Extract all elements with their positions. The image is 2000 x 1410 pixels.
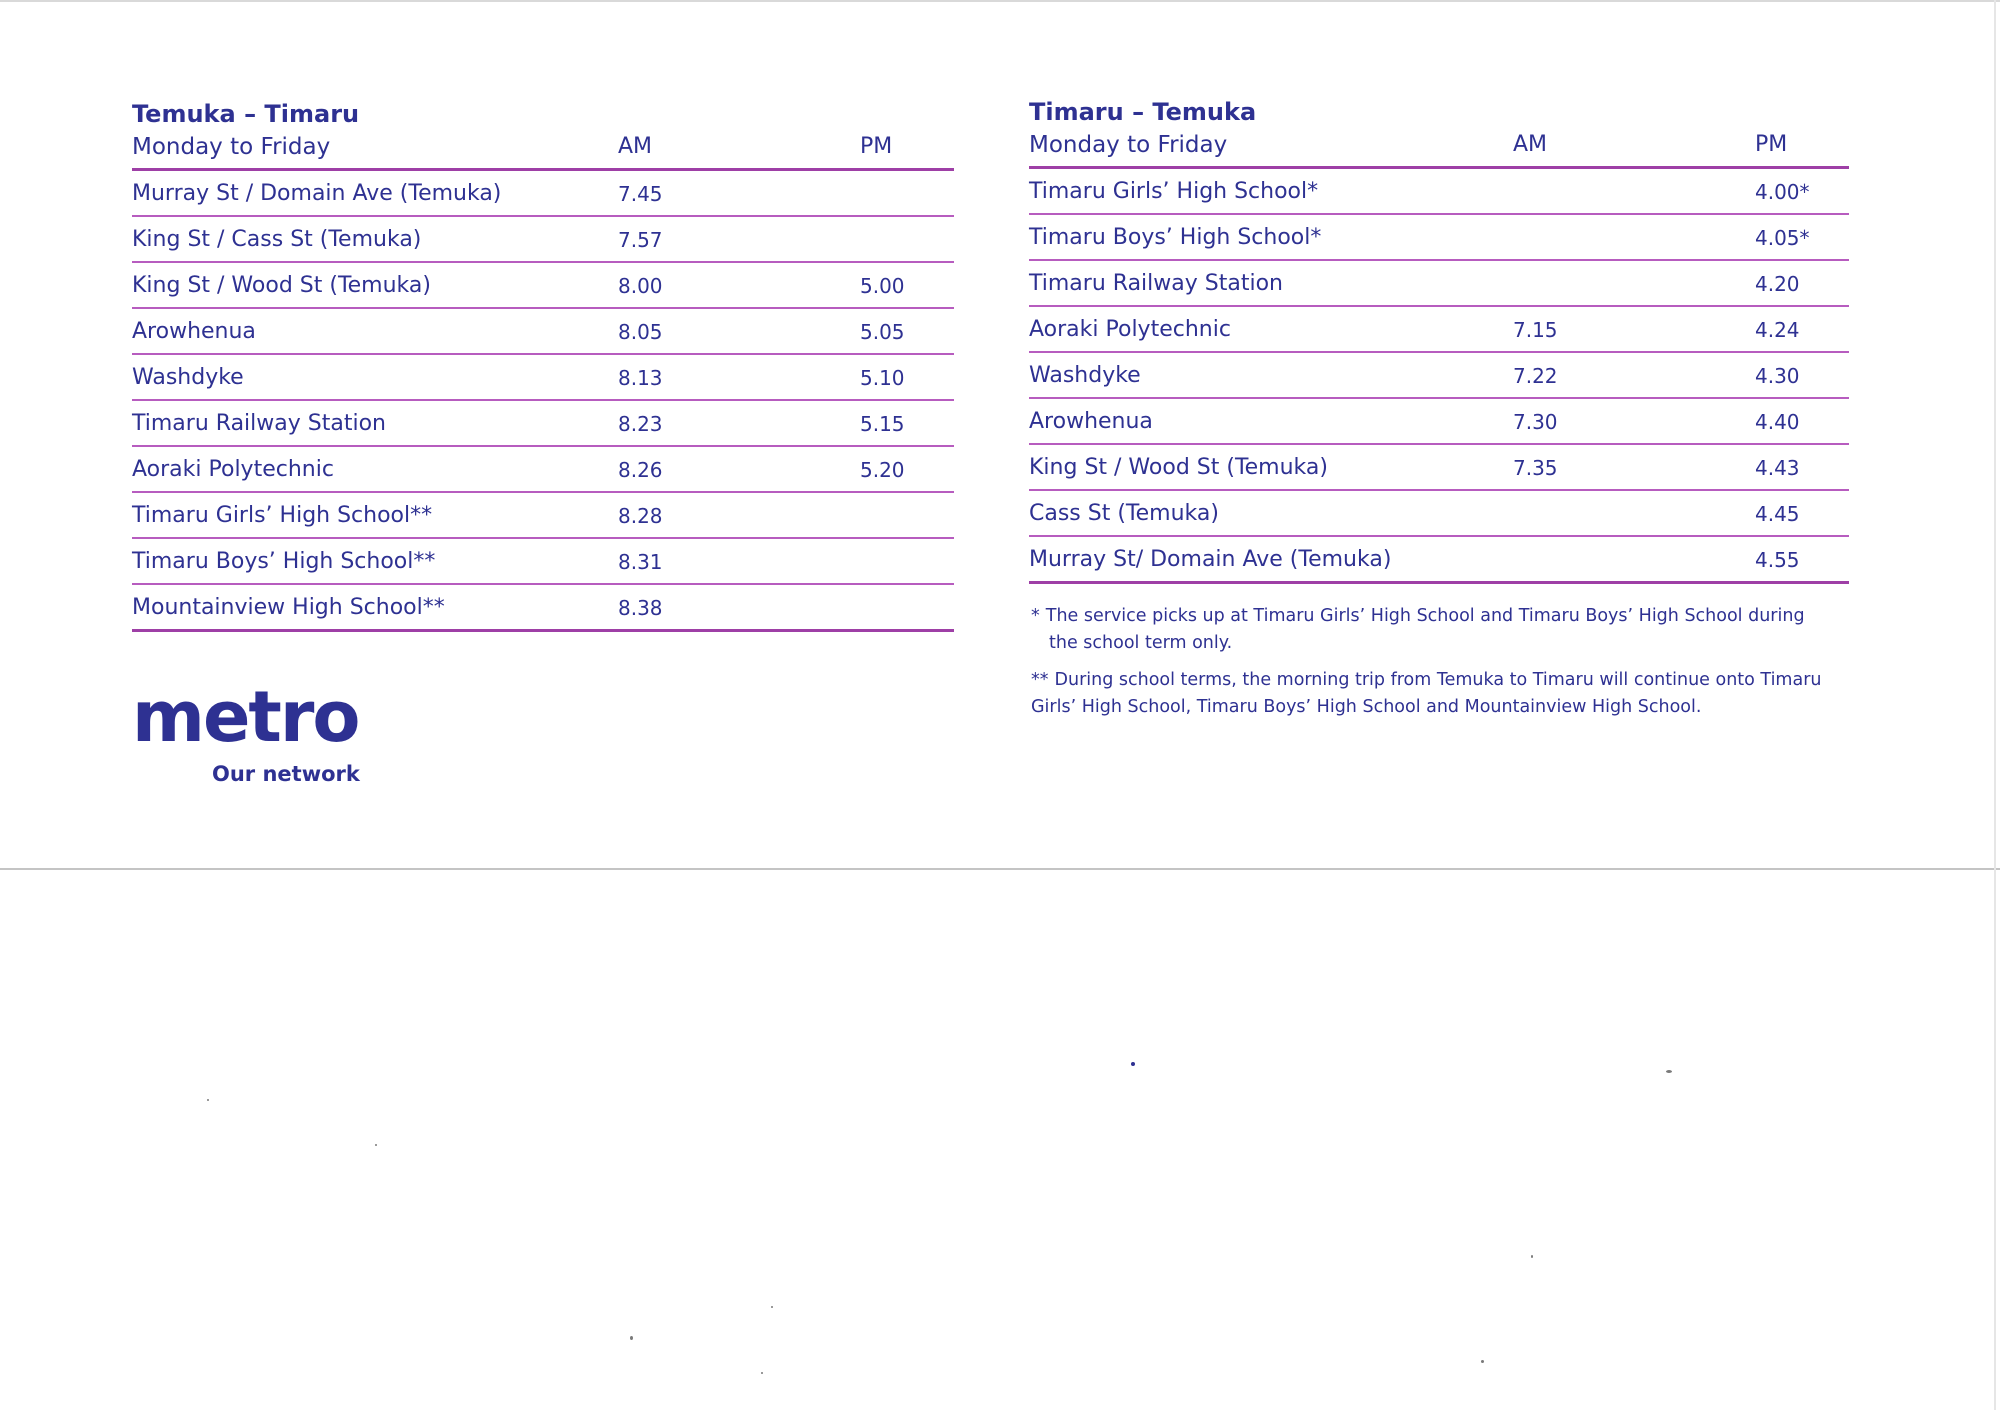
stop-name: Washdyke (1029, 363, 1141, 388)
am-time: 8.00 (618, 274, 663, 298)
stop-name: Timaru Girls’ High School* (1029, 179, 1319, 204)
page-fold-line (0, 868, 2000, 870)
scan-speck (375, 1144, 377, 1146)
table-row (1029, 169, 1849, 215)
timetable-rows (1029, 169, 1849, 584)
scan-speck (1666, 1070, 1672, 1073)
table-row (1029, 537, 1849, 584)
timetable-rows (132, 171, 954, 632)
am-time: 7.22 (1513, 364, 1558, 388)
stop-name: Cass St (Temuka) (1029, 501, 1219, 526)
stop-name: Timaru Girls’ High School** (132, 503, 433, 528)
am-time: 7.45 (618, 182, 663, 206)
timetable-header (1029, 98, 1849, 166)
timetable-days: Monday to Friday (1029, 132, 1228, 158)
stop-name: Murray St/ Domain Ave (Temuka) (1029, 547, 1392, 572)
pm-time: 4.30 (1755, 364, 1800, 388)
table-row (132, 539, 954, 585)
am-time: 7.15 (1513, 318, 1558, 342)
am-column-label: AM (618, 134, 653, 159)
table-row (132, 401, 954, 447)
table-row (1029, 491, 1849, 537)
logo-tagline: Our network (212, 762, 360, 786)
am-time: 8.05 (618, 320, 663, 344)
footnote-text: During school terms, the morning trip from Temuka to Timaru will continue onto Timaru Girls’ High School, Timaru Boys’ High School and Mountainview High School. (1031, 670, 1822, 717)
table-row (132, 217, 954, 263)
scan-speck (207, 1099, 209, 1101)
am-time: 8.38 (618, 596, 663, 620)
footnote-marker: ** (1031, 670, 1049, 690)
table-row (1029, 261, 1849, 307)
pm-time: 4.20 (1755, 272, 1800, 296)
pm-time: 5.00 (860, 274, 905, 298)
footnote-single-asterisk (1031, 603, 1831, 657)
pm-time: 5.15 (860, 412, 905, 436)
table-row (1029, 353, 1849, 399)
scan-speck (771, 1306, 773, 1308)
metro-logo (132, 676, 362, 786)
timetable-timaru-temuka (1029, 98, 1849, 584)
stop-name: Timaru Railway Station (132, 411, 386, 436)
table-row (132, 263, 954, 309)
pm-column-label: PM (1755, 132, 1788, 157)
table-row (1029, 399, 1849, 445)
stop-name: Aoraki Polytechnic (132, 457, 334, 482)
scan-speck (1481, 1360, 1484, 1363)
stop-name: Arowhenua (1029, 409, 1153, 434)
am-time: 7.35 (1513, 456, 1558, 480)
pm-time: 4.24 (1755, 318, 1800, 342)
am-time: 8.26 (618, 458, 663, 482)
pm-time: 4.00* (1755, 180, 1810, 204)
timetable-temuka-timaru (132, 100, 954, 632)
table-row (132, 585, 954, 632)
pm-time: 4.43 (1755, 456, 1800, 480)
pm-time: 5.10 (860, 366, 905, 390)
pm-column-label: PM (860, 134, 893, 159)
footnote-double-asterisk (1031, 667, 1831, 721)
stop-name: Timaru Railway Station (1029, 271, 1283, 296)
am-time: 8.23 (618, 412, 663, 436)
timetable-title: Timaru – Temuka (1029, 98, 1257, 126)
am-column-label: AM (1513, 132, 1548, 157)
timetable-days: Monday to Friday (132, 134, 331, 160)
am-time: 8.13 (618, 366, 663, 390)
pm-time: 5.20 (860, 458, 905, 482)
scan-speck (630, 1336, 633, 1340)
stop-name: Murray St / Domain Ave (Temuka) (132, 181, 502, 206)
table-row (1029, 215, 1849, 261)
scan-speck (1531, 1255, 1533, 1258)
page-edge (1994, 0, 1996, 1410)
pm-time: 4.05* (1755, 226, 1810, 250)
table-row (132, 355, 954, 401)
stop-name: King St / Wood St (Temuka) (1029, 455, 1328, 480)
table-row (132, 447, 954, 493)
footnote-marker: * (1031, 606, 1040, 626)
logo-wordmark: metro (132, 676, 359, 758)
stop-name: King St / Cass St (Temuka) (132, 227, 422, 252)
am-time: 7.57 (618, 228, 663, 252)
stop-name: Mountainview High School** (132, 595, 445, 620)
pm-time: 5.05 (860, 320, 905, 344)
stop-name: Timaru Boys’ High School** (132, 549, 436, 574)
stop-name: Aoraki Polytechnic (1029, 317, 1231, 342)
scan-speck (1131, 1062, 1135, 1066)
table-row (1029, 307, 1849, 353)
am-time: 7.30 (1513, 410, 1558, 434)
table-row (132, 171, 954, 217)
table-row (132, 309, 954, 355)
table-row (132, 493, 954, 539)
stop-name: King St / Wood St (Temuka) (132, 273, 431, 298)
footnotes (1031, 603, 1831, 731)
scan-speck (761, 1372, 763, 1374)
timetable-title: Temuka – Timaru (132, 100, 360, 128)
stop-name: Arowhenua (132, 319, 256, 344)
pm-time: 4.40 (1755, 410, 1800, 434)
am-time: 8.31 (618, 550, 663, 574)
stop-name: Timaru Boys’ High School* (1029, 225, 1322, 250)
pm-time: 4.55 (1755, 548, 1800, 572)
stop-name: Washdyke (132, 365, 244, 390)
timetable-header (132, 100, 954, 168)
am-time: 8.28 (618, 504, 663, 528)
table-row (1029, 445, 1849, 491)
footnote-text: The service picks up at Timaru Girls’ High School and Timaru Boys’ High School during the school term only. (1045, 606, 1805, 653)
pm-time: 4.45 (1755, 502, 1800, 526)
